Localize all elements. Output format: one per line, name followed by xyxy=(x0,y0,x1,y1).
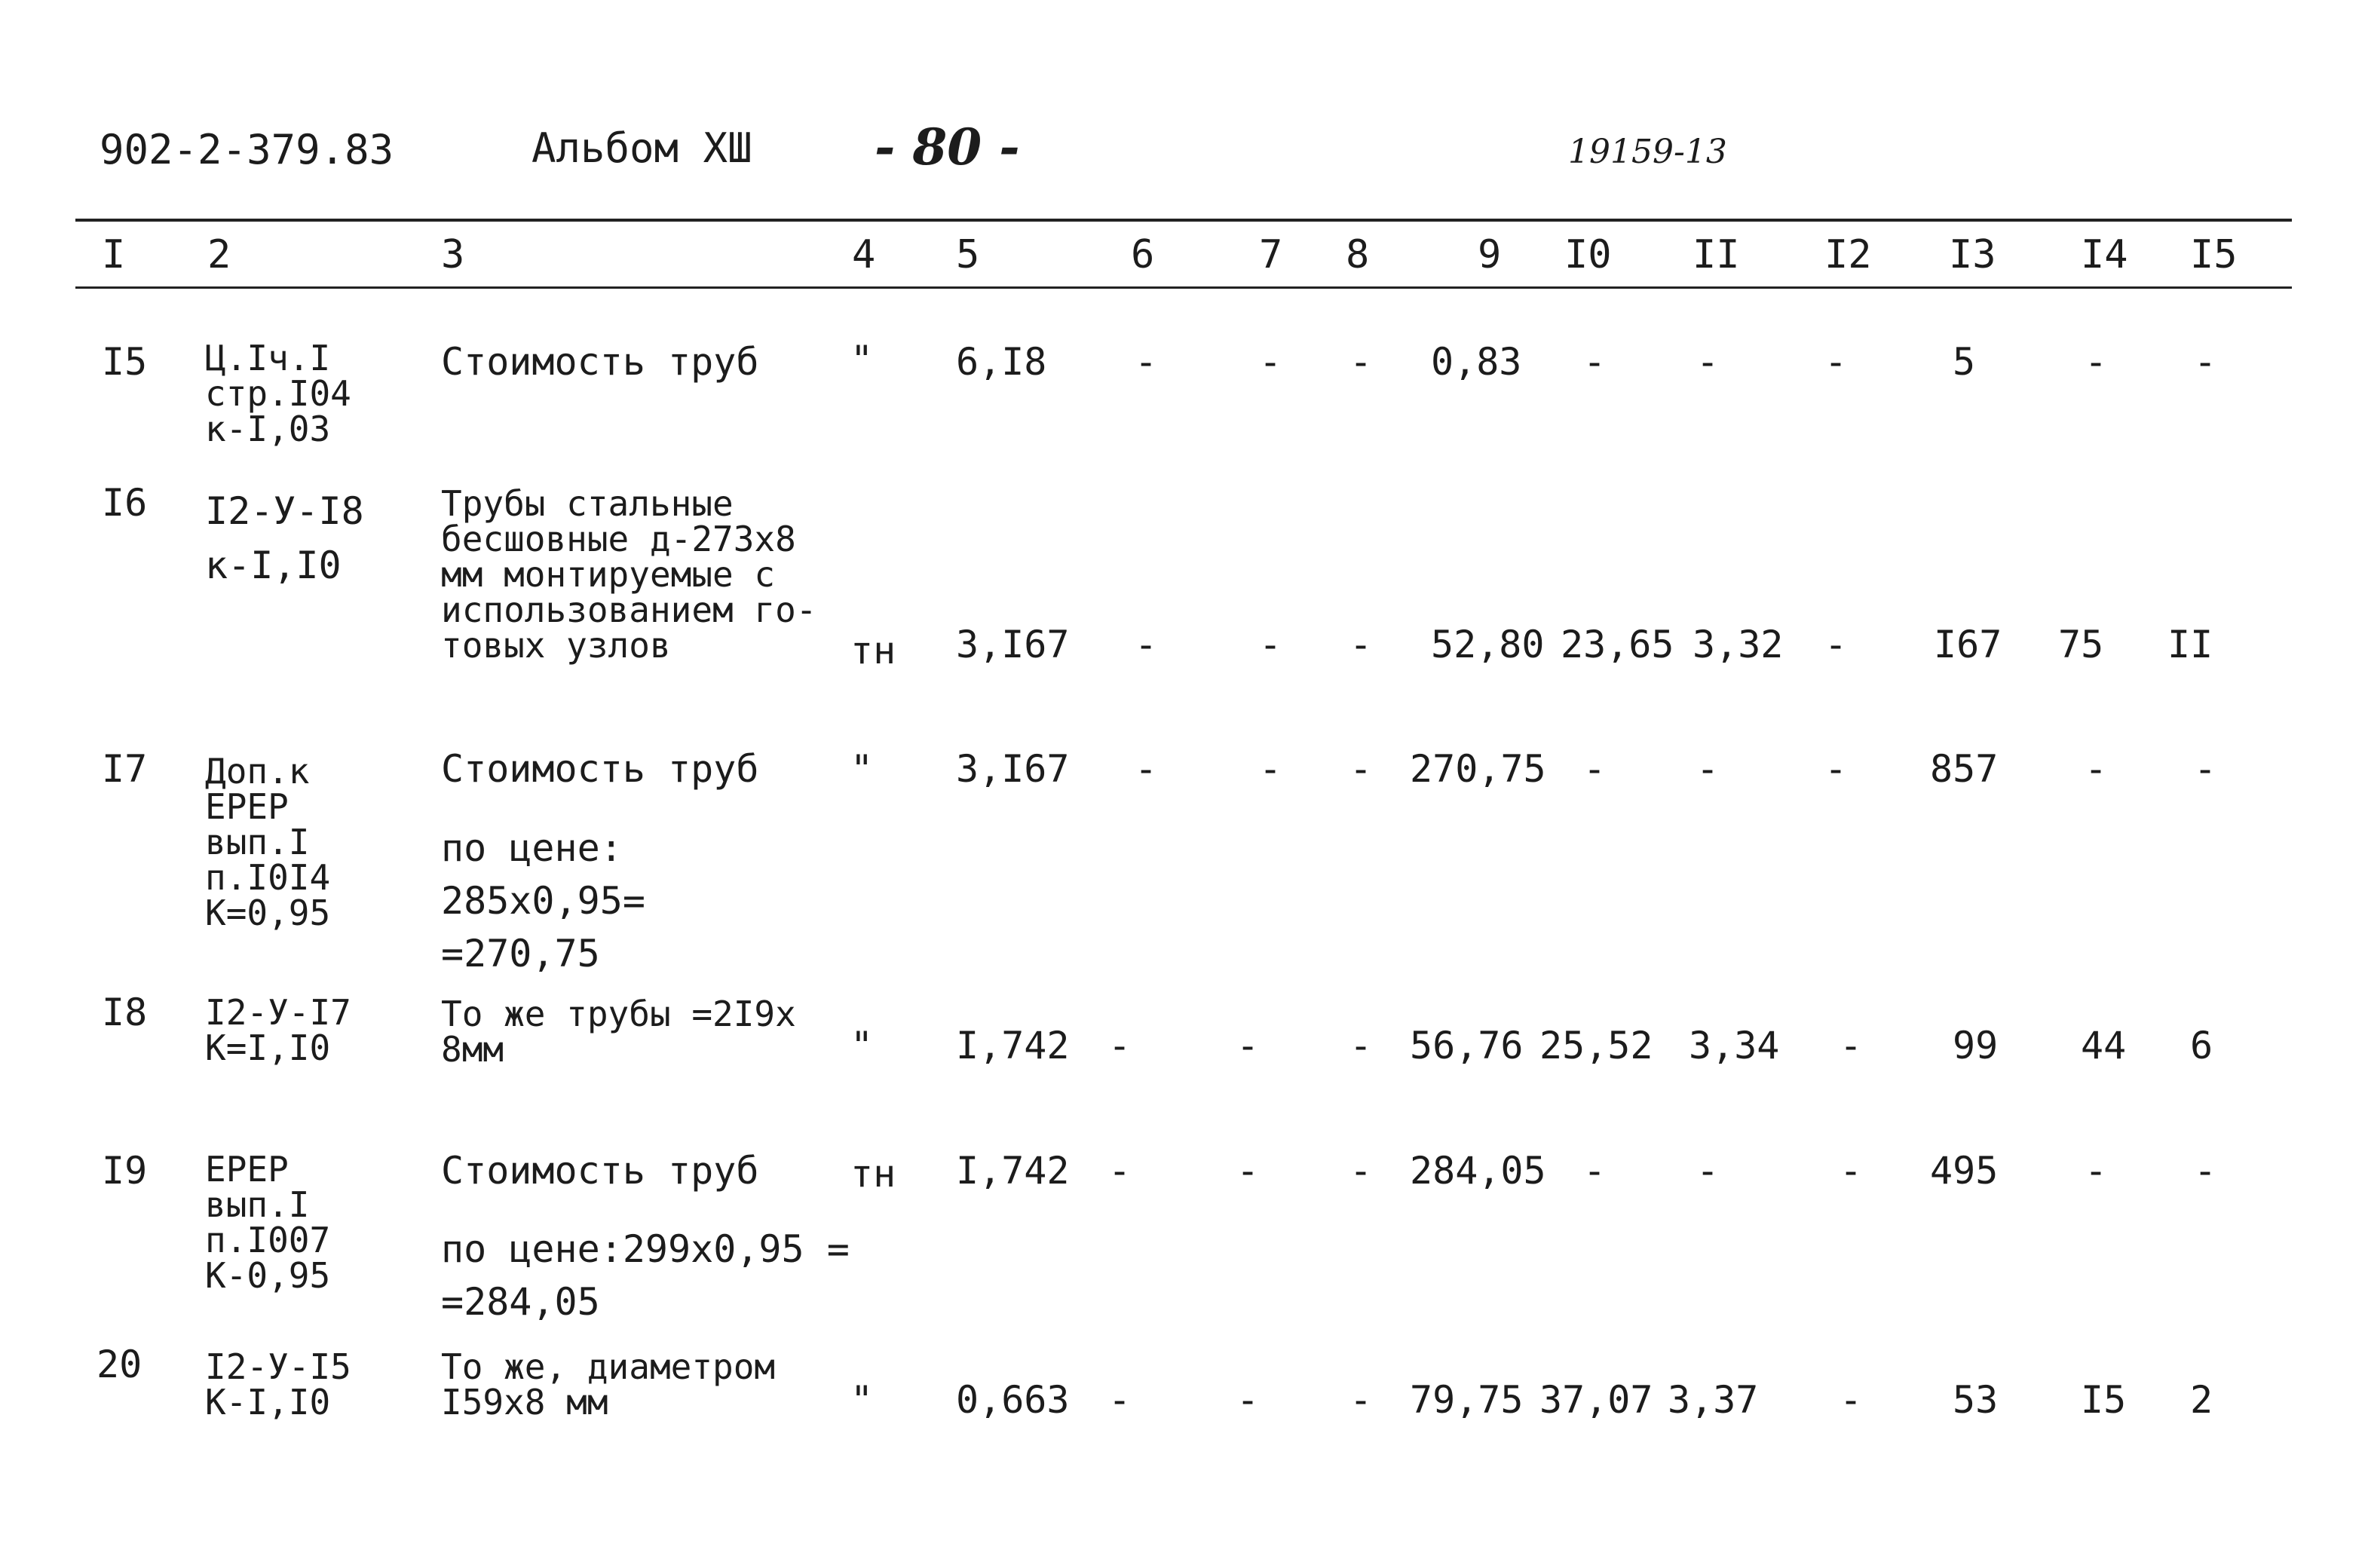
row-code: I2-У-I8 к-I,I0 xyxy=(205,489,364,587)
row-col-14: 75 xyxy=(2058,623,2104,666)
col-number-3: 3 xyxy=(441,232,465,277)
table-header-rule xyxy=(75,286,2292,289)
row-col-5: I,742 xyxy=(956,1024,1070,1067)
row-code: I2-У-I5 К-I,I0 xyxy=(205,1346,351,1423)
row-col-7: - xyxy=(1236,1378,1260,1422)
row-col-13: I67 xyxy=(1934,623,2002,666)
row-col-13: 857 xyxy=(1930,747,1999,791)
row-col-9: 79,75 xyxy=(1410,1378,1524,1422)
row-col-8: - xyxy=(1349,623,1373,666)
row-unit: " xyxy=(850,1024,874,1067)
col-number-12: I2 xyxy=(1824,232,1872,277)
row-price-note: по цене:299х0,95 = =284,05 xyxy=(441,1227,850,1324)
row-col-13: 53 xyxy=(1953,1378,1999,1422)
row-description: Стоимость труб xyxy=(441,1149,759,1193)
row-description: Стоимость труб xyxy=(441,747,759,791)
row-number: I7 xyxy=(102,747,148,791)
row-code: Доп.к ЕРЕР вып.I п.I0I4 К=0,95 xyxy=(205,751,331,933)
col-number-11: II xyxy=(1693,232,1740,277)
col-number-6: 6 xyxy=(1131,232,1155,277)
row-col-13: 5 xyxy=(1953,340,1976,384)
row-col-12: - xyxy=(1840,1024,1863,1067)
row-description: То же трубы =2I9х 8мм xyxy=(441,994,796,1070)
row-col-14: 44 xyxy=(2081,1024,2127,1067)
row-col-5: I,742 xyxy=(956,1149,1070,1193)
table-top-rule xyxy=(75,219,2292,222)
col-number-1: I xyxy=(102,232,126,277)
row-code: ЕРЕР вып.I п.I007 К-0,95 xyxy=(205,1149,331,1296)
row-code: Ц.Iч.I стр.I04 к-I,03 xyxy=(205,338,351,449)
row-col-10: - xyxy=(1583,747,1607,791)
row-col-15: 2 xyxy=(2190,1378,2213,1422)
col-number-10: I0 xyxy=(1564,232,1612,277)
row-col-15: - xyxy=(2194,340,2217,384)
row-col-5: 3,I67 xyxy=(956,747,1070,791)
row-col-8: - xyxy=(1349,747,1373,791)
row-col-7: - xyxy=(1236,1149,1260,1193)
row-col-15: - xyxy=(2194,747,2217,791)
col-number-4: 4 xyxy=(852,232,876,277)
row-col-6: - xyxy=(1108,1378,1132,1422)
col-number-5: 5 xyxy=(956,232,980,277)
row-number: I6 xyxy=(102,481,148,525)
col-number-15: I5 xyxy=(2190,232,2238,277)
row-col-6: - xyxy=(1135,747,1158,791)
inventory-number: 19159-13 xyxy=(1568,133,1727,171)
row-col-6: - xyxy=(1135,340,1158,384)
row-col-6: - xyxy=(1108,1149,1132,1193)
row-col-9: 0,83 xyxy=(1431,340,1522,384)
row-col-5: 0,663 xyxy=(956,1378,1070,1422)
row-col-9: 52,80 xyxy=(1431,623,1545,666)
row-col-14: I5 xyxy=(2081,1378,2127,1422)
row-unit: " xyxy=(850,338,874,381)
row-col-12: - xyxy=(1840,1378,1863,1422)
row-col-10: 37,07 xyxy=(1539,1378,1653,1422)
col-number-13: I3 xyxy=(1949,232,1996,277)
row-col-5: 6,I8 xyxy=(956,340,1047,384)
row-col-14: - xyxy=(2085,1149,2108,1193)
row-col-6: - xyxy=(1135,623,1158,666)
row-col-15: - xyxy=(2194,1149,2217,1193)
row-col-7: - xyxy=(1259,747,1282,791)
row-col-9: 270,75 xyxy=(1410,747,1546,791)
col-number-2: 2 xyxy=(207,232,231,277)
row-col-10: 25,52 xyxy=(1539,1024,1653,1067)
row-col-11: 3,32 xyxy=(1693,623,1784,666)
row-unit: " xyxy=(850,747,874,791)
page-number: - 80 - xyxy=(875,118,1020,176)
row-number: 20 xyxy=(96,1343,142,1386)
row-unit: тн xyxy=(850,629,896,672)
row-col-12: - xyxy=(1840,1149,1863,1193)
row-description: То же, диаметром I59х8 мм xyxy=(441,1346,776,1423)
col-number-8: 8 xyxy=(1346,232,1370,277)
row-number: I5 xyxy=(102,340,148,384)
row-col-10: - xyxy=(1583,1149,1607,1193)
row-col-8: - xyxy=(1349,1149,1373,1193)
row-col-8: - xyxy=(1349,1378,1373,1422)
row-unit: " xyxy=(850,1378,874,1422)
row-col-11: - xyxy=(1696,340,1720,384)
row-col-7: - xyxy=(1236,1024,1260,1067)
col-number-14: I4 xyxy=(2081,232,2128,277)
row-col-10: 23,65 xyxy=(1561,623,1674,666)
row-col-11: - xyxy=(1696,1149,1720,1193)
row-price-note: по цене: 285х0,95= =270,75 xyxy=(441,826,645,975)
col-number-9: 9 xyxy=(1478,232,1502,277)
row-col-15: II xyxy=(2167,623,2213,666)
row-col-15: 6 xyxy=(2190,1024,2213,1067)
row-unit: тн xyxy=(850,1152,896,1196)
row-col-9: 56,76 xyxy=(1410,1024,1524,1067)
row-col-5: 3,I67 xyxy=(956,623,1070,666)
row-col-12: - xyxy=(1824,340,1848,384)
row-col-7: - xyxy=(1259,340,1282,384)
row-col-11: 3,37 xyxy=(1668,1378,1759,1422)
row-col-9: 284,05 xyxy=(1410,1149,1546,1193)
row-col-14: - xyxy=(2085,747,2108,791)
doc-code: 902-2-379.83 xyxy=(100,126,394,173)
row-col-13: 99 xyxy=(1953,1024,1999,1067)
row-code: I2-У-I7 К=I,I0 xyxy=(205,992,351,1068)
row-description: Трубы стальные бесшовные д-273х8 мм монтируемые с использованием го- товых узлов xyxy=(441,483,817,666)
row-col-10: - xyxy=(1583,340,1607,384)
album-label: Альбом XШ xyxy=(531,124,752,172)
row-col-12: - xyxy=(1824,747,1848,791)
row-col-6: - xyxy=(1108,1024,1132,1067)
row-number: I8 xyxy=(102,991,148,1034)
row-col-12: - xyxy=(1824,623,1848,666)
row-col-14: - xyxy=(2085,340,2108,384)
row-col-8: - xyxy=(1349,340,1373,384)
row-col-7: - xyxy=(1259,623,1282,666)
row-col-13: 495 xyxy=(1930,1149,1999,1193)
row-col-11: - xyxy=(1696,747,1720,791)
row-col-8: - xyxy=(1349,1024,1373,1067)
row-number: I9 xyxy=(102,1149,148,1193)
row-description: Стоимость труб xyxy=(441,340,759,384)
row-col-11: 3,34 xyxy=(1689,1024,1780,1067)
col-number-7: 7 xyxy=(1259,232,1283,277)
